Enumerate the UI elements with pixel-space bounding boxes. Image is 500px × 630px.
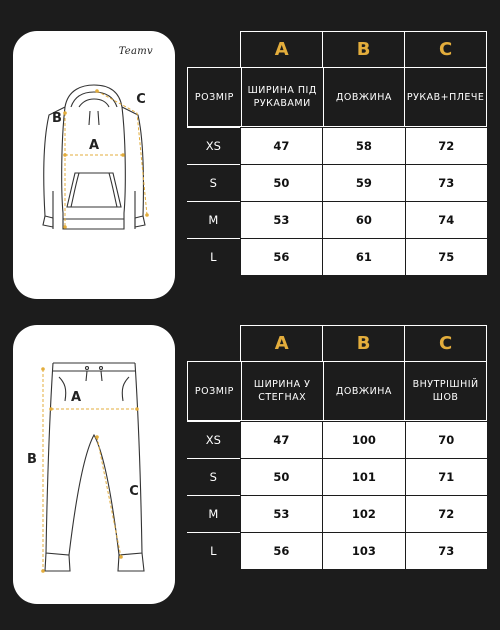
value-c: 72 [405, 127, 487, 164]
column-header-row [187, 361, 487, 421]
size-label: L [187, 533, 240, 569]
column-letter-a: A [240, 325, 322, 361]
value-a: 56 [240, 238, 322, 275]
value-c: 72 [405, 495, 487, 532]
value-b: 60 [322, 201, 404, 238]
value-b: 58 [322, 127, 404, 164]
value-a: 53 [240, 201, 322, 238]
value-b: 101 [322, 458, 404, 495]
value-c: 75 [405, 238, 487, 275]
value-a: 50 [240, 458, 322, 495]
value-b: 103 [322, 532, 404, 569]
value-b: 102 [322, 495, 404, 532]
header-size: РОЗМІР [188, 362, 241, 420]
pants-size-table [187, 325, 487, 569]
dimension-label-a: A [70, 390, 82, 405]
size-label: S [187, 165, 240, 201]
size-label: M [187, 202, 240, 238]
value-c: 73 [405, 532, 487, 569]
header-size: РОЗМІР [188, 68, 241, 126]
value-c: 73 [405, 164, 487, 201]
column-letter-c: C [404, 325, 487, 361]
header-width: ШИРИНА ПІД РУКАВАМИ [242, 68, 323, 126]
letter-header-row [187, 31, 487, 67]
value-c: 71 [405, 458, 487, 495]
table-row [187, 495, 487, 532]
table-row [187, 458, 487, 495]
dimension-label-b: B [52, 111, 62, 126]
dimension-label-c: C [129, 484, 139, 499]
pants-illustration-card [13, 325, 175, 604]
column-letter-b: B [322, 325, 404, 361]
table-row [187, 238, 487, 275]
column-header-row [187, 67, 487, 127]
letter-header-row [187, 325, 487, 361]
pants-drawing [13, 325, 175, 604]
table-row [187, 127, 487, 164]
value-c: 74 [405, 201, 487, 238]
column-letter-b: B [322, 31, 404, 67]
column-letter-c: C [404, 31, 487, 67]
value-a: 53 [240, 495, 322, 532]
size-label: XS [187, 422, 240, 458]
size-label: L [187, 239, 240, 275]
header-sleeve: РУКАВ+ПЛЕЧЕ [405, 68, 486, 126]
header-width: ШИРИНА У СТЕГНАХ [242, 362, 323, 420]
dimension-label-c: C [136, 92, 146, 107]
size-label: M [187, 496, 240, 532]
hoodie-illustration-card [13, 31, 175, 299]
value-a: 56 [240, 532, 322, 569]
header-length: ДОВЖИНА [324, 68, 405, 126]
size-label: XS [187, 128, 240, 164]
value-a: 50 [240, 164, 322, 201]
value-a: 47 [240, 421, 322, 458]
hoodie-size-table [187, 31, 487, 275]
value-a: 47 [240, 127, 322, 164]
brand-logo: Teamv [118, 46, 153, 57]
value-b: 100 [322, 421, 404, 458]
table-row [187, 164, 487, 201]
header-length: ДОВЖИНА [324, 362, 405, 420]
value-b: 61 [322, 238, 404, 275]
value-c: 70 [405, 421, 487, 458]
table-row [187, 532, 487, 569]
value-b: 59 [322, 164, 404, 201]
table-row [187, 421, 487, 458]
hoodie-drawing [13, 31, 175, 299]
column-letter-a: A [240, 31, 322, 67]
dimension-label-a: A [88, 138, 100, 153]
size-label: S [187, 459, 240, 495]
header-inseam: ВНУТРІШНІЙ ШОВ [405, 362, 486, 420]
table-row [187, 201, 487, 238]
dimension-label-b: B [27, 452, 37, 467]
